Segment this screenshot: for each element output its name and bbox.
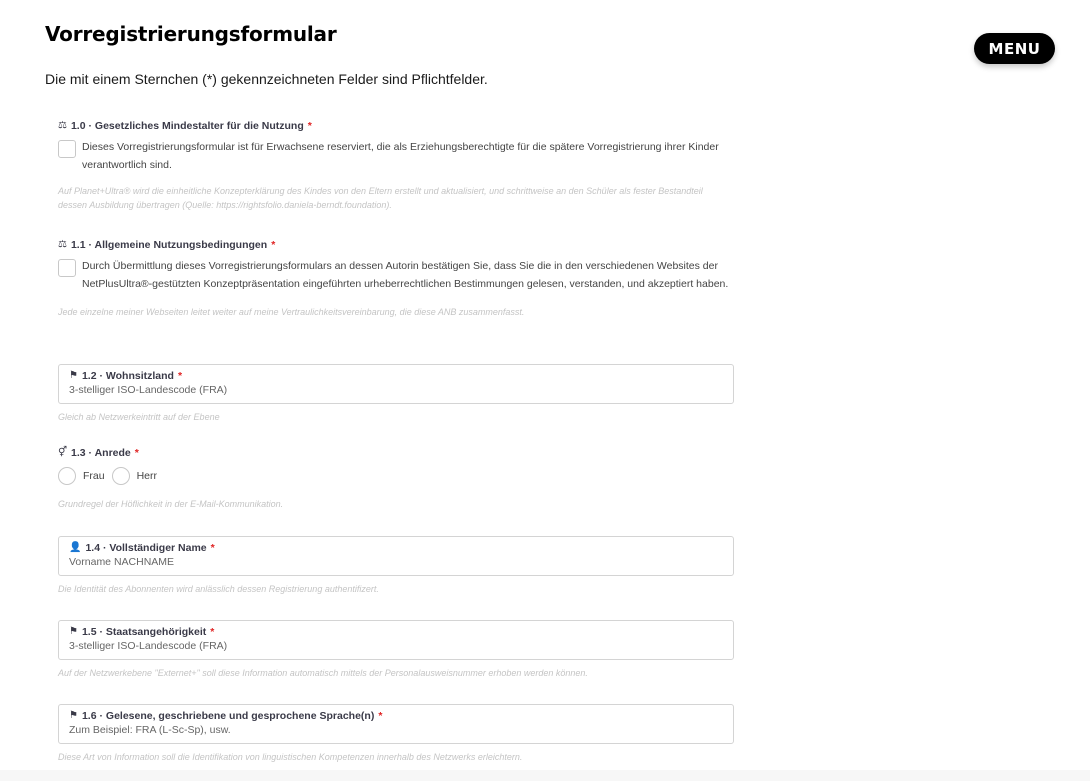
checkbox-row [58, 140, 734, 174]
field-label [69, 626, 723, 638]
input-placeholder: Zum Beispiel: FRA (L-Sc-Sp), usw. [69, 724, 231, 736]
residence-country-input[interactable] [58, 364, 734, 404]
required-fields-note: Die mit einem Sternchen (*) gekennzeichneten Felder sind Pflichtfelder. [45, 71, 488, 87]
required-marker: * [210, 542, 215, 554]
required-marker: * [307, 120, 312, 132]
field-salutation [58, 447, 734, 511]
flag-icon: ⚑ [69, 710, 78, 721]
field-label-text: 1.4 · Vollständiger Name [85, 542, 207, 554]
field-nationality [58, 620, 734, 680]
field-label [58, 120, 734, 132]
field-label-text: 1.6 · Gelesene, geschriebene und gesprochene Sprache(n) [81, 710, 375, 722]
scale-icon: ⚖ [58, 120, 67, 131]
field-full-name [58, 536, 734, 596]
languages-input[interactable] [58, 704, 734, 744]
input-placeholder: 3-stelliger ISO-Landescode (FRA) [69, 640, 228, 652]
field-label-text: 1.3 · Anrede [71, 447, 131, 459]
field-terms [58, 239, 734, 319]
required-marker: * [378, 710, 383, 722]
page-title: Vorregistrierungsformular [45, 22, 337, 46]
required-marker: * [177, 370, 183, 382]
field-label-text: 1.5 · Staatsangehörigkeit [81, 626, 207, 638]
full-name-input[interactable] [58, 536, 734, 576]
legal-age-checkbox[interactable] [58, 140, 76, 158]
terms-checkbox[interactable] [58, 259, 76, 277]
field-residence-country [58, 364, 734, 424]
menu-button[interactable]: MENU [974, 33, 1055, 64]
field-hint: Diese Art von Information soll die Identifikation von linguistischen Kompetenzen innerhalb des Netzwerks erleichtern. [58, 752, 523, 762]
field-hint: Grundregel der Höflichkeit in der E-Mail-Kommunikation. [58, 499, 284, 509]
field-hint: Gleich ab Netzwerkeintritt auf der Ebene [58, 412, 220, 422]
field-label-text: 1.2 · Wohnsitzland [81, 370, 174, 382]
field-hint: Die Identität des Abonnenten wird anlässlich dessen Registrierung authentifizert. [58, 584, 379, 594]
scale-icon: ⚖ [58, 239, 67, 250]
required-marker: * [271, 239, 276, 251]
radio-frau[interactable] [58, 467, 76, 485]
field-label [69, 370, 723, 382]
input-placeholder: Vorname NACHNAME [69, 556, 175, 568]
field-label [69, 710, 723, 722]
required-marker: * [134, 447, 139, 459]
field-label [58, 447, 734, 459]
field-label-text: 1.0 · Gesetzliches Mindestalter für die Nutzung [70, 120, 304, 132]
checkbox-row [58, 259, 734, 293]
radio-label-frau[interactable]: Frau [83, 470, 105, 482]
field-legal-age [58, 120, 734, 212]
field-label-text: 1.1 · Allgemeine Nutzungsbedingungen [70, 239, 268, 251]
flag-icon: ⚑ [69, 626, 78, 637]
required-marker: * [210, 626, 215, 638]
radio-herr[interactable] [112, 467, 130, 485]
flag-icon: ⚑ [69, 370, 78, 381]
field-label [58, 239, 734, 251]
nationality-input[interactable] [58, 620, 734, 660]
checkbox-text: Dieses Vorregistrierungsformular ist für Erwachsene reserviert, die als Erziehungsberechtigte für die spätere Vorregistrierung ihrer Kinder verantwortlich sind. [82, 141, 719, 171]
checkbox-text: Durch Übermittlung dieses Vorregistrierungsformulars an dessen Autorin bestätigen Sie, dass Sie die in den verschiedenen Websites der NetPlusUltra®-gestützten Konzeptpräsentation eingeführten urheberrechtlichen Bestimmungen gelesen, verstanden, und akzeptiert haben. [82, 260, 729, 290]
field-hint: Auf der Netzwerkebene "Externet+" soll diese Information automatisch mittels der Personalausweisnummer erhoben werden können. [58, 668, 588, 678]
user-icon: 👤 [69, 542, 82, 553]
field-hint: Auf Planet+Ultra® wird die einheitliche Konzepterklärung des Kindes von den Eltern erstellt und aktualisiert, und schrittweise an den Schüler als fester Bestandteil dessen Ausbildung übertragen (Quelle: https://rightsfolio.daniela-berndt.foundation). [58, 186, 703, 210]
field-languages [58, 704, 734, 764]
radio-label-herr[interactable]: Herr [136, 470, 158, 482]
page-bottom-edge [0, 770, 1090, 781]
gender-icon: ⚥ [58, 447, 68, 458]
field-label [69, 542, 723, 554]
radio-group [58, 467, 734, 485]
field-hint: Jede einzelne meiner Webseiten leitet weiter auf meine Vertraulichkeitsvereinbarung, die diese ANB zusammenfasst. [58, 307, 525, 317]
input-placeholder: 3-stelliger ISO-Landescode (FRA) [69, 384, 228, 396]
